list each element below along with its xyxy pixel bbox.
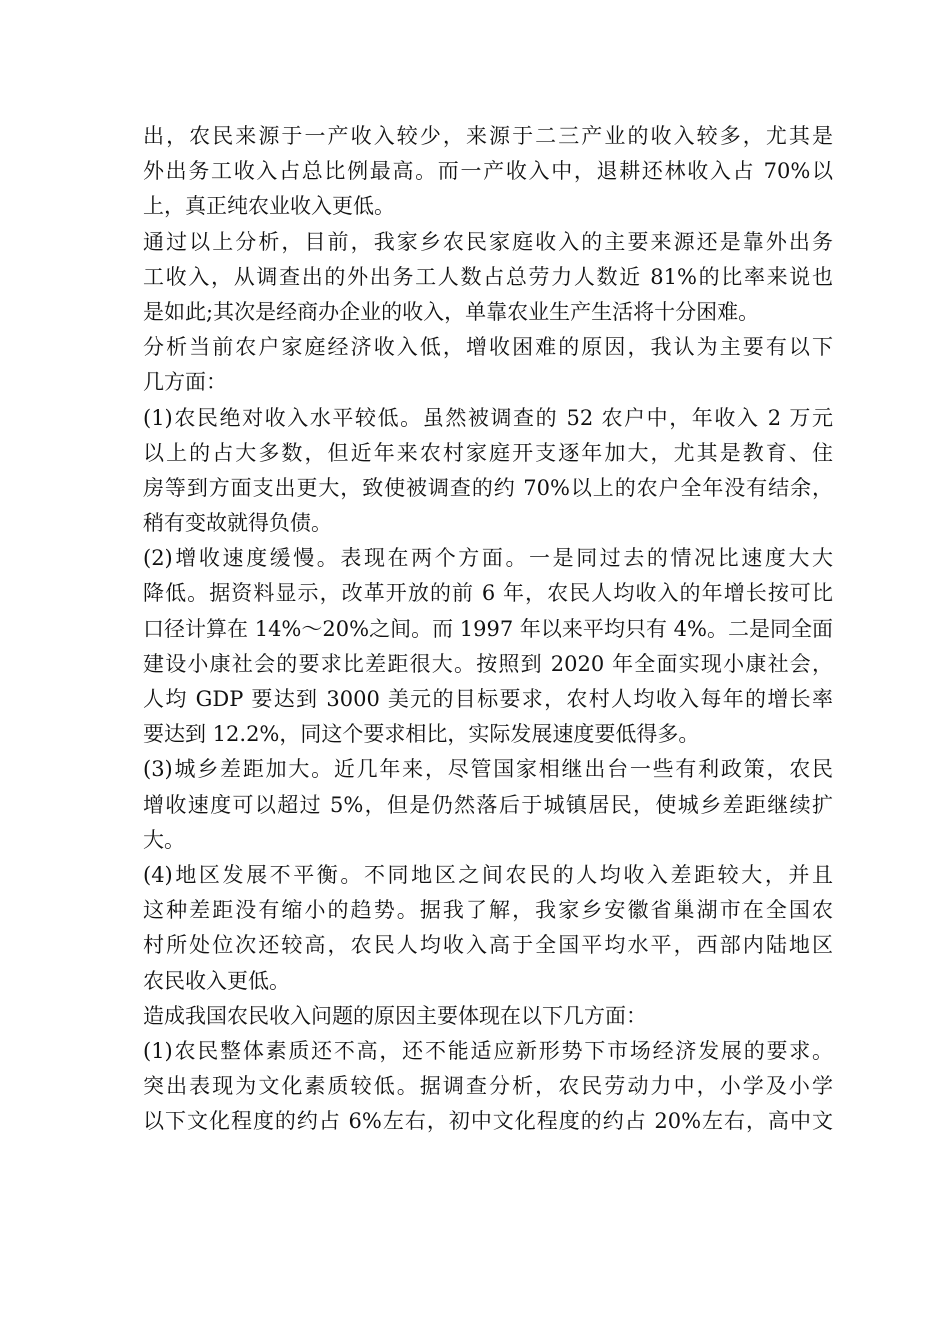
document-body bbox=[143, 119, 833, 1139]
text-line: (4)地区发展不平衡。不同地区之间农民的人均收入差距较大，并且 bbox=[143, 862, 833, 887]
text-line: (2)增收速度缓慢。表现在两个方面。一是同过去的情况比速度大大 bbox=[143, 546, 833, 571]
text-line: 出，农民来源于一产收入较少，来源于二三产业的收入较多，尤其是 bbox=[143, 124, 833, 148]
text-line: 分析当前农户家庭经济收入低，增收困难的原因，我认为主要有以下 bbox=[143, 335, 833, 360]
text-line: 农民收入更低。 bbox=[143, 968, 290, 993]
text-line: 外出务工收入占总比例最高。而一产收入中，退耕还林收入占 70%以 bbox=[143, 159, 833, 184]
text-line: 突出表现为文化素质较低。据调查分析，农民劳动力中，小学及小学 bbox=[143, 1074, 833, 1099]
text-line: 工收入，从调查出的外出务工人数占总劳力人数近 81%的比率来说也 bbox=[143, 264, 833, 289]
text-line: 房等到方面支出更大，致使被调查的约 70%以上的农户全年没有结余， bbox=[143, 475, 833, 500]
text-line: (3)城乡差距加大。近几年来，尽管国家相继出台一些有利政策，农民 bbox=[143, 757, 833, 782]
text-line: 口径计算在 14%～20%之间。而 1997 年以来平均只有 4%。二是同全面 bbox=[143, 616, 833, 641]
text-line: 上，真正纯农业收入更低。 bbox=[143, 194, 395, 219]
text-line: 造成我国农民收入问题的原因主要体现在以下几方面： bbox=[143, 1003, 647, 1028]
text-line: (1)农民绝对收入水平较低。虽然被调查的 52 农户中，年收入 2 万元 bbox=[143, 405, 833, 430]
text-line: 大。 bbox=[143, 827, 185, 852]
text-line: 稍有变故就得负债。 bbox=[143, 511, 332, 536]
text-line: (1)农民整体素质还不高，还不能适应新形势下市场经济发展的要求。 bbox=[143, 1038, 833, 1063]
text-line: 以上的占大多数，但近年来农村家庭开支逐年加大，尤其是教育、住 bbox=[143, 440, 833, 465]
text-line: 人均 GDP 要达到 3000 美元的目标要求，农村人均收入每年的增长率 bbox=[143, 687, 833, 711]
text-line: 要达到 12.2%，同这个要求相比，实际发展速度要低得多。 bbox=[143, 722, 700, 747]
text-line: 这种差距没有缩小的趋势。据我了解，我家乡安徽省巢湖市在全国农 bbox=[143, 898, 833, 923]
text-line: 降低。据资料显示，改革开放的前 6 年，农民人均收入的年增长按可比 bbox=[143, 581, 833, 606]
text-line: 几方面： bbox=[143, 370, 227, 395]
text-line: 建设小康社会的要求比差距很大。按照到 2020 年全面实现小康社会， bbox=[143, 651, 833, 676]
text-line: 增收速度可以超过 5%，但是仍然落后于城镇居民，使城乡差距继续扩 bbox=[143, 792, 833, 817]
text-line: 以下文化程度的约占 6%左右，初中文化程度的约占 20%左右，高中文 bbox=[143, 1109, 833, 1134]
text-line: 村所处位次还较高，农民人均收入高于全国平均水平，西部内陆地区 bbox=[143, 933, 833, 958]
text-line: 通过以上分析，目前，我家乡农民家庭收入的主要来源还是靠外出务 bbox=[143, 229, 833, 254]
text-line: 是如此;其次是经商办企业的收入，单靠农业生产生活将十分困难。 bbox=[143, 299, 760, 324]
